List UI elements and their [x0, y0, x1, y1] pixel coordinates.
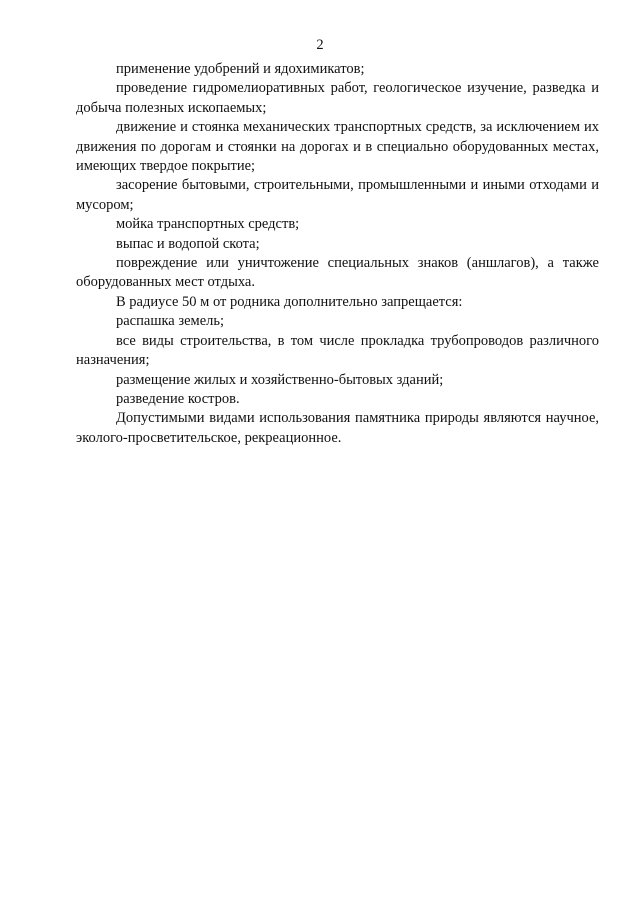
paragraph: Допустимыми видами использования памятника природы являются научное, эколого-просветительское, рекреационное. [76, 410, 599, 446]
paragraph: засорение бытовыми, строительными, промышленными и иными отходами и мусором; [76, 177, 599, 213]
paragraph: размещение жилых и хозяйственно-бытовых зданий; [116, 371, 444, 388]
paragraph: выпас и водопой скота; [116, 235, 260, 252]
paragraph: движение и стоянка механических транспортных средств, за исключением их движения по дорогам и стоянки на дорогах и в специально оборудованных местах, имеющих твердое покрытие; [76, 119, 599, 175]
paragraph: разведение костров. [116, 390, 240, 407]
paragraph: распашка земель; [116, 313, 225, 330]
page-number: 2 [316, 37, 324, 53]
paragraph: В радиусе 50 м от родника дополнительно запрещается: [116, 293, 463, 310]
paragraph: применение удобрений и ядохимикатов; [116, 61, 365, 77]
document-body [76, 60, 599, 448]
paragraph: повреждение или уничтожение специальных знаков (аншлагов), а также оборудованных мест отдыха. [76, 255, 599, 291]
paragraph: все виды строительства, в том числе прокладка трубопроводов различного назначения; [76, 332, 599, 369]
paragraph: проведение гидромелиоративных работ, геологическое изучение, разведка и добыча полезных ископаемых; [76, 80, 599, 116]
paragraph: мойка транспортных средств; [116, 216, 300, 233]
